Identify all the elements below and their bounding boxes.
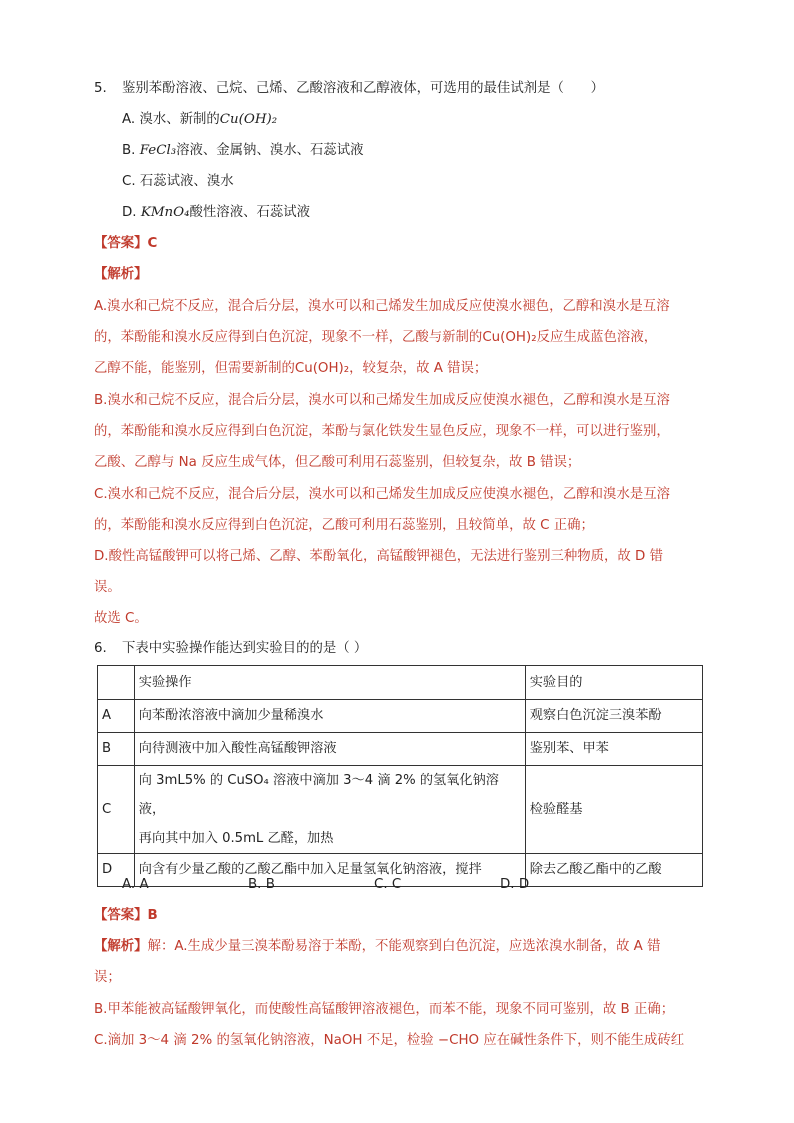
q5-stem-text: 鉴别苯酚溶液、己烷、己烯、乙酸溶液和乙醇液体，可选用的最佳试剂是（ ）	[122, 81, 605, 96]
table-cell-line: 再向其中加入 0.5mL 乙醛，加热	[138, 831, 334, 846]
choice-d: D. D	[500, 877, 530, 892]
q6-analysis-line: B.甲苯能被高锰酸钾氧化，而使酸性高锰酸钾溶液褪色，而苯不能，现象不同可鉴别，故 B 正确；	[94, 1002, 675, 1017]
q5-option-a	[122, 111, 742, 129]
table-cell: 除去乙酸乙酯中的乙酸	[525, 854, 702, 887]
option-text: 石蕊试液、溴水	[139, 174, 234, 189]
option-text: 溴水、新制的	[139, 112, 220, 127]
table-header-cell: 实验目的	[525, 666, 702, 700]
choice-c: C. C	[374, 877, 402, 892]
q5-analysis-line: 的，苯酚能和溴水反应得到白色沉淀，现象不一样，乙酸与新制的Cu(OH)₂反应生成蓝色溶液，	[94, 330, 658, 345]
table-row	[98, 733, 703, 766]
q5-stem	[94, 80, 714, 98]
option-letter: D.	[122, 205, 137, 220]
q6-analysis-line: C.滴加 3～4 滴 2% 的氢氧化钠溶液，NaOH 不足，检验 −CHO 应在碱性条件下，则不能生成砖红	[94, 1033, 685, 1048]
q5-analysis-line: C.溴水和己烷不反应，混合后分层，溴水可以和己烯发生加成反应使溴水褪色，乙醇和溴水是互溶	[94, 487, 671, 502]
q6-analysis-line: 误；	[94, 970, 121, 985]
q5-option-b	[122, 142, 742, 160]
table-cell: 观察白色沉淀三溴苯酚	[525, 700, 702, 733]
table-cell: 检验醛基	[525, 766, 702, 854]
option-letter: C.	[122, 174, 136, 189]
choice-a: A. A	[122, 877, 149, 892]
q5-option-c	[122, 173, 742, 191]
table-cell: 向含有少量乙酸的乙酸乙酯中加入足量氢氧化钠溶液，搅拌	[134, 854, 525, 887]
q6-analysis-line	[94, 938, 714, 956]
q6-analysis-text: 解：A.生成少量三溴苯酚易溶于苯酚，不能观察到白色沉淀，应选浓溴水制备，故 A 错	[147, 939, 661, 954]
q6-stem	[94, 640, 714, 658]
q6-stem-text: 下表中实验操作能达到实验目的的是（ ）	[122, 641, 368, 656]
option-formula: FeCl₃	[139, 143, 177, 158]
table-cell: 鉴别苯、甲苯	[525, 733, 702, 766]
q5-option-d	[122, 204, 742, 222]
option-text: 溶液、金属钠、溴水、石蕊试液	[176, 143, 364, 158]
experiment-table	[97, 665, 703, 887]
option-formula: Cu(OH)₂	[219, 112, 278, 127]
table-row	[98, 700, 703, 733]
q5-analysis-line: 误。	[94, 580, 121, 595]
q5-analysis-line: 乙酸、乙醇与 Na 反应生成气体，但乙酸可利用石蕊鉴别，但较复杂，故 B 错误；	[94, 455, 581, 470]
q5-number: 5.	[94, 81, 107, 96]
table-cell: 向待测液中加入酸性高锰酸钾溶液	[134, 733, 525, 766]
table-cell: B	[98, 733, 135, 766]
q5-answer: 【答案】C	[94, 236, 158, 251]
q5-analysis-line: A.溴水和己烷不反应，混合后分层，溴水可以和己烯发生加成反应使溴水褪色，乙醇和溴水是互溶	[94, 299, 670, 314]
table-row	[98, 766, 703, 854]
q6-number: 6.	[94, 641, 107, 656]
table-header-row	[98, 666, 703, 700]
option-formula: KMnO₄	[140, 205, 190, 220]
table-header-cell: 实验操作	[134, 666, 525, 700]
table-cell: A	[98, 700, 135, 733]
q5-analysis-line: 的，苯酚能和溴水反应得到白色沉淀，苯酚与氯化铁发生显色反应，现象不一样，可以进行鉴别，	[94, 424, 670, 439]
q5-analysis-line: B.溴水和己烷不反应，混合后分层，溴水可以和己烯发生加成反应使溴水褪色，乙醇和溴水是互溶	[94, 393, 670, 408]
q6-choices	[122, 876, 542, 894]
q5-analysis-label: 【解析】	[94, 267, 148, 282]
table-cell: D	[98, 854, 135, 887]
q5-analysis-line: D.酸性高锰酸钾可以将己烯、乙醇、苯酚氧化，高锰酸钾褪色，无法进行鉴别三种物质，故 D 错	[94, 549, 664, 564]
option-letter: A.	[122, 112, 136, 127]
table-cell-line: 向 3mL5% 的 CuSO₄ 溶液中滴加 3～4 滴 2% 的氢氧化钠溶液，	[138, 773, 499, 817]
q5-analysis-line: 乙醇不能，能鉴别，但需要新制的Cu(OH)₂，较复杂，故 A 错误；	[94, 361, 488, 376]
table-header-cell	[98, 666, 135, 700]
table-cell: C	[98, 766, 135, 854]
table-cell: 向苯酚浓溶液中滴加少量稀溴水	[134, 700, 525, 733]
option-text: 酸性溶液、石蕊试液	[189, 205, 311, 220]
q6-analysis-label: 【解析】	[94, 939, 148, 954]
q5-analysis-line: 的，苯酚能和溴水反应得到白色沉淀，乙酸可利用石蕊鉴别，且较简单，故 C 正确；	[94, 518, 594, 533]
option-letter: B.	[122, 143, 136, 158]
q6-answer: 【答案】B	[94, 908, 158, 923]
q5-analysis-line: 故选 C。	[94, 611, 148, 626]
table-cell	[134, 766, 525, 854]
choice-b: B. B	[248, 877, 275, 892]
